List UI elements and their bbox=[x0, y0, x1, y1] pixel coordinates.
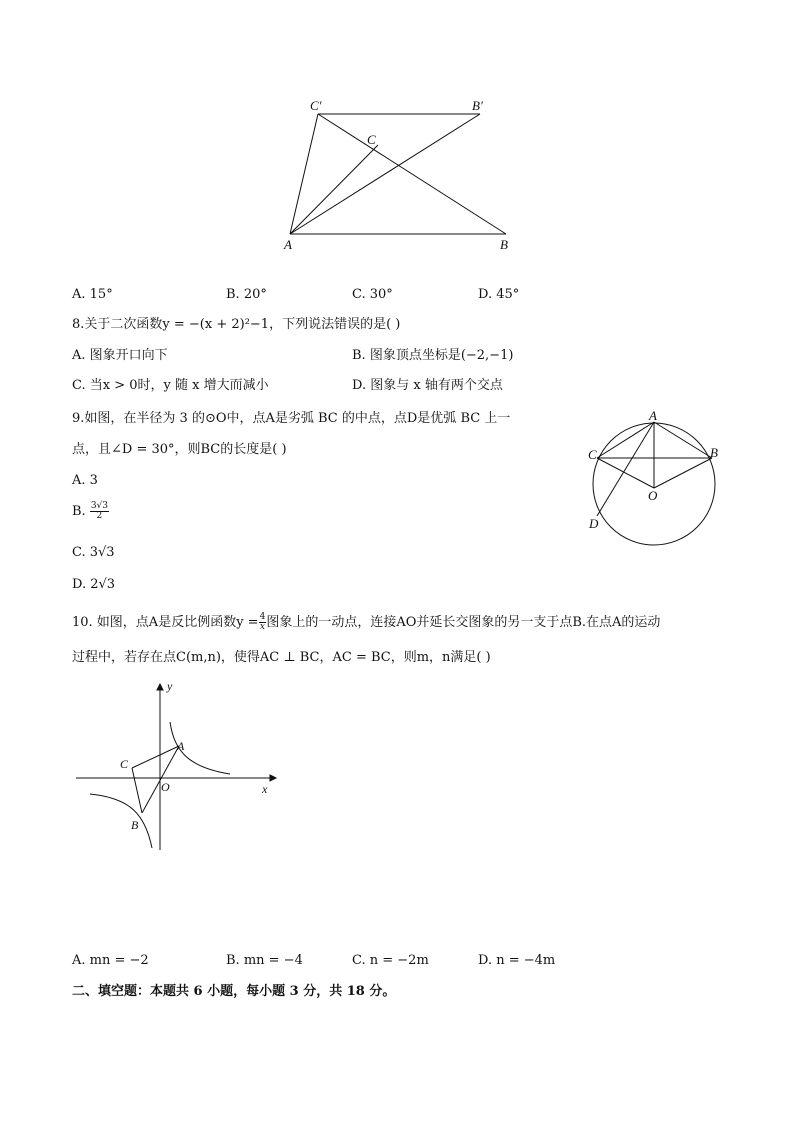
q9-option-d[interactable]: D. 2√3 bbox=[72, 577, 116, 592]
label-c-prime: C′ bbox=[310, 98, 322, 113]
label-b-prime: B′ bbox=[472, 98, 483, 113]
label-b: B bbox=[500, 237, 508, 252]
segment-a-b bbox=[654, 422, 712, 458]
q9-stem-line2: 点，且∠D = 30°，则BC的长度是( ) bbox=[72, 442, 287, 457]
label-o: O bbox=[648, 488, 658, 503]
q9-option-c[interactable]: C. 3√3 bbox=[72, 545, 115, 560]
q9-option-a[interactable]: A. 3 bbox=[72, 473, 98, 488]
q10-stem-post: 图象上的一动点，连接AO并延长交图象的另一支于点B.在点A的运动 bbox=[266, 615, 661, 630]
label-c: C bbox=[120, 757, 129, 771]
label-c: C bbox=[367, 132, 376, 147]
q10-figure bbox=[70, 676, 280, 856]
label-x: x bbox=[262, 782, 268, 796]
x-axis-arrow bbox=[270, 775, 276, 781]
q7-option-a[interactable]: A. 15° bbox=[72, 287, 113, 302]
q10-stem-line2: 过程中，若存在点C(m,n)，使得AC ⊥ BC，AC = BC，则m，n满足( ) bbox=[72, 650, 491, 665]
hyperbola-branch-third-quadrant bbox=[90, 794, 152, 848]
segment-o-b bbox=[654, 458, 712, 488]
segment-a-bprime bbox=[290, 114, 480, 234]
segment-a-c bbox=[290, 145, 378, 234]
segment-c-a bbox=[597, 422, 654, 458]
q7-option-d[interactable]: D. 45° bbox=[478, 287, 520, 302]
q9-option-b-label: B. bbox=[72, 504, 86, 519]
q10-fraction-numerator: 4 bbox=[259, 612, 266, 622]
q8-option-a[interactable]: A. 图象开口向下 bbox=[72, 348, 168, 363]
q10-option-a[interactable]: A. mn = −2 bbox=[72, 953, 149, 968]
y-axis-arrow bbox=[157, 684, 163, 690]
label-c: C bbox=[588, 447, 597, 462]
q8-option-b[interactable]: B. 图象顶点坐标是(−2,−1) bbox=[352, 348, 514, 363]
q10-option-c[interactable]: C. n = −2m bbox=[352, 953, 429, 968]
q9-option-b-numerator: 3√3 bbox=[90, 501, 109, 511]
segment-c-b bbox=[132, 768, 142, 813]
label-a: A bbox=[284, 237, 292, 252]
q9-option-b-fraction bbox=[90, 502, 109, 521]
q9-stem-line1: 9.如图，在半径为 3 的⊙O中，点A是劣弧 BC 的中点，点D是优弧 BC 上一 bbox=[72, 411, 511, 426]
q8-option-d[interactable]: D. 图象与 x 轴有两个交点 bbox=[352, 378, 503, 393]
q9-option-b[interactable] bbox=[72, 502, 109, 521]
label-a: A bbox=[177, 739, 185, 753]
q7-option-b[interactable]: B. 20° bbox=[226, 287, 267, 302]
q7-figure bbox=[270, 88, 530, 258]
q10-option-b[interactable]: B. mn = −4 bbox=[226, 953, 303, 968]
label-b: B bbox=[131, 818, 139, 832]
q10-stem-pre: 10. 如图，点A是反比例函数y = bbox=[72, 615, 259, 630]
label-y: y bbox=[167, 679, 173, 693]
label-o: O bbox=[161, 780, 170, 794]
segment-c-a bbox=[132, 746, 179, 768]
q8-stem: 8.关于二次函数y = −(x + 2)²−1，下列说法错误的是( ) bbox=[72, 317, 401, 332]
segment-d-a bbox=[597, 422, 654, 516]
q7-option-c[interactable]: C. 30° bbox=[352, 287, 393, 302]
segment-c-o bbox=[597, 458, 654, 488]
segment-a-cprime bbox=[290, 114, 318, 234]
segment-cprime-b bbox=[318, 114, 506, 234]
q9-option-b-denominator: 2 bbox=[96, 511, 103, 521]
q8-option-c[interactable]: C. 当x > 0时，y 随 x 增大而减小 bbox=[72, 378, 269, 393]
q10-fraction-denominator: x bbox=[259, 622, 265, 632]
label-a: A bbox=[649, 408, 657, 423]
q10-stem-line1 bbox=[72, 613, 660, 632]
q9-figure bbox=[582, 408, 732, 558]
q10-option-d[interactable]: D. n = −4m bbox=[478, 953, 556, 968]
label-b: B bbox=[710, 445, 718, 460]
label-d: D bbox=[589, 516, 599, 531]
section-2-heading: 二、填空题：本题共 6 小题，每小题 3 分，共 18 分。 bbox=[72, 984, 396, 999]
